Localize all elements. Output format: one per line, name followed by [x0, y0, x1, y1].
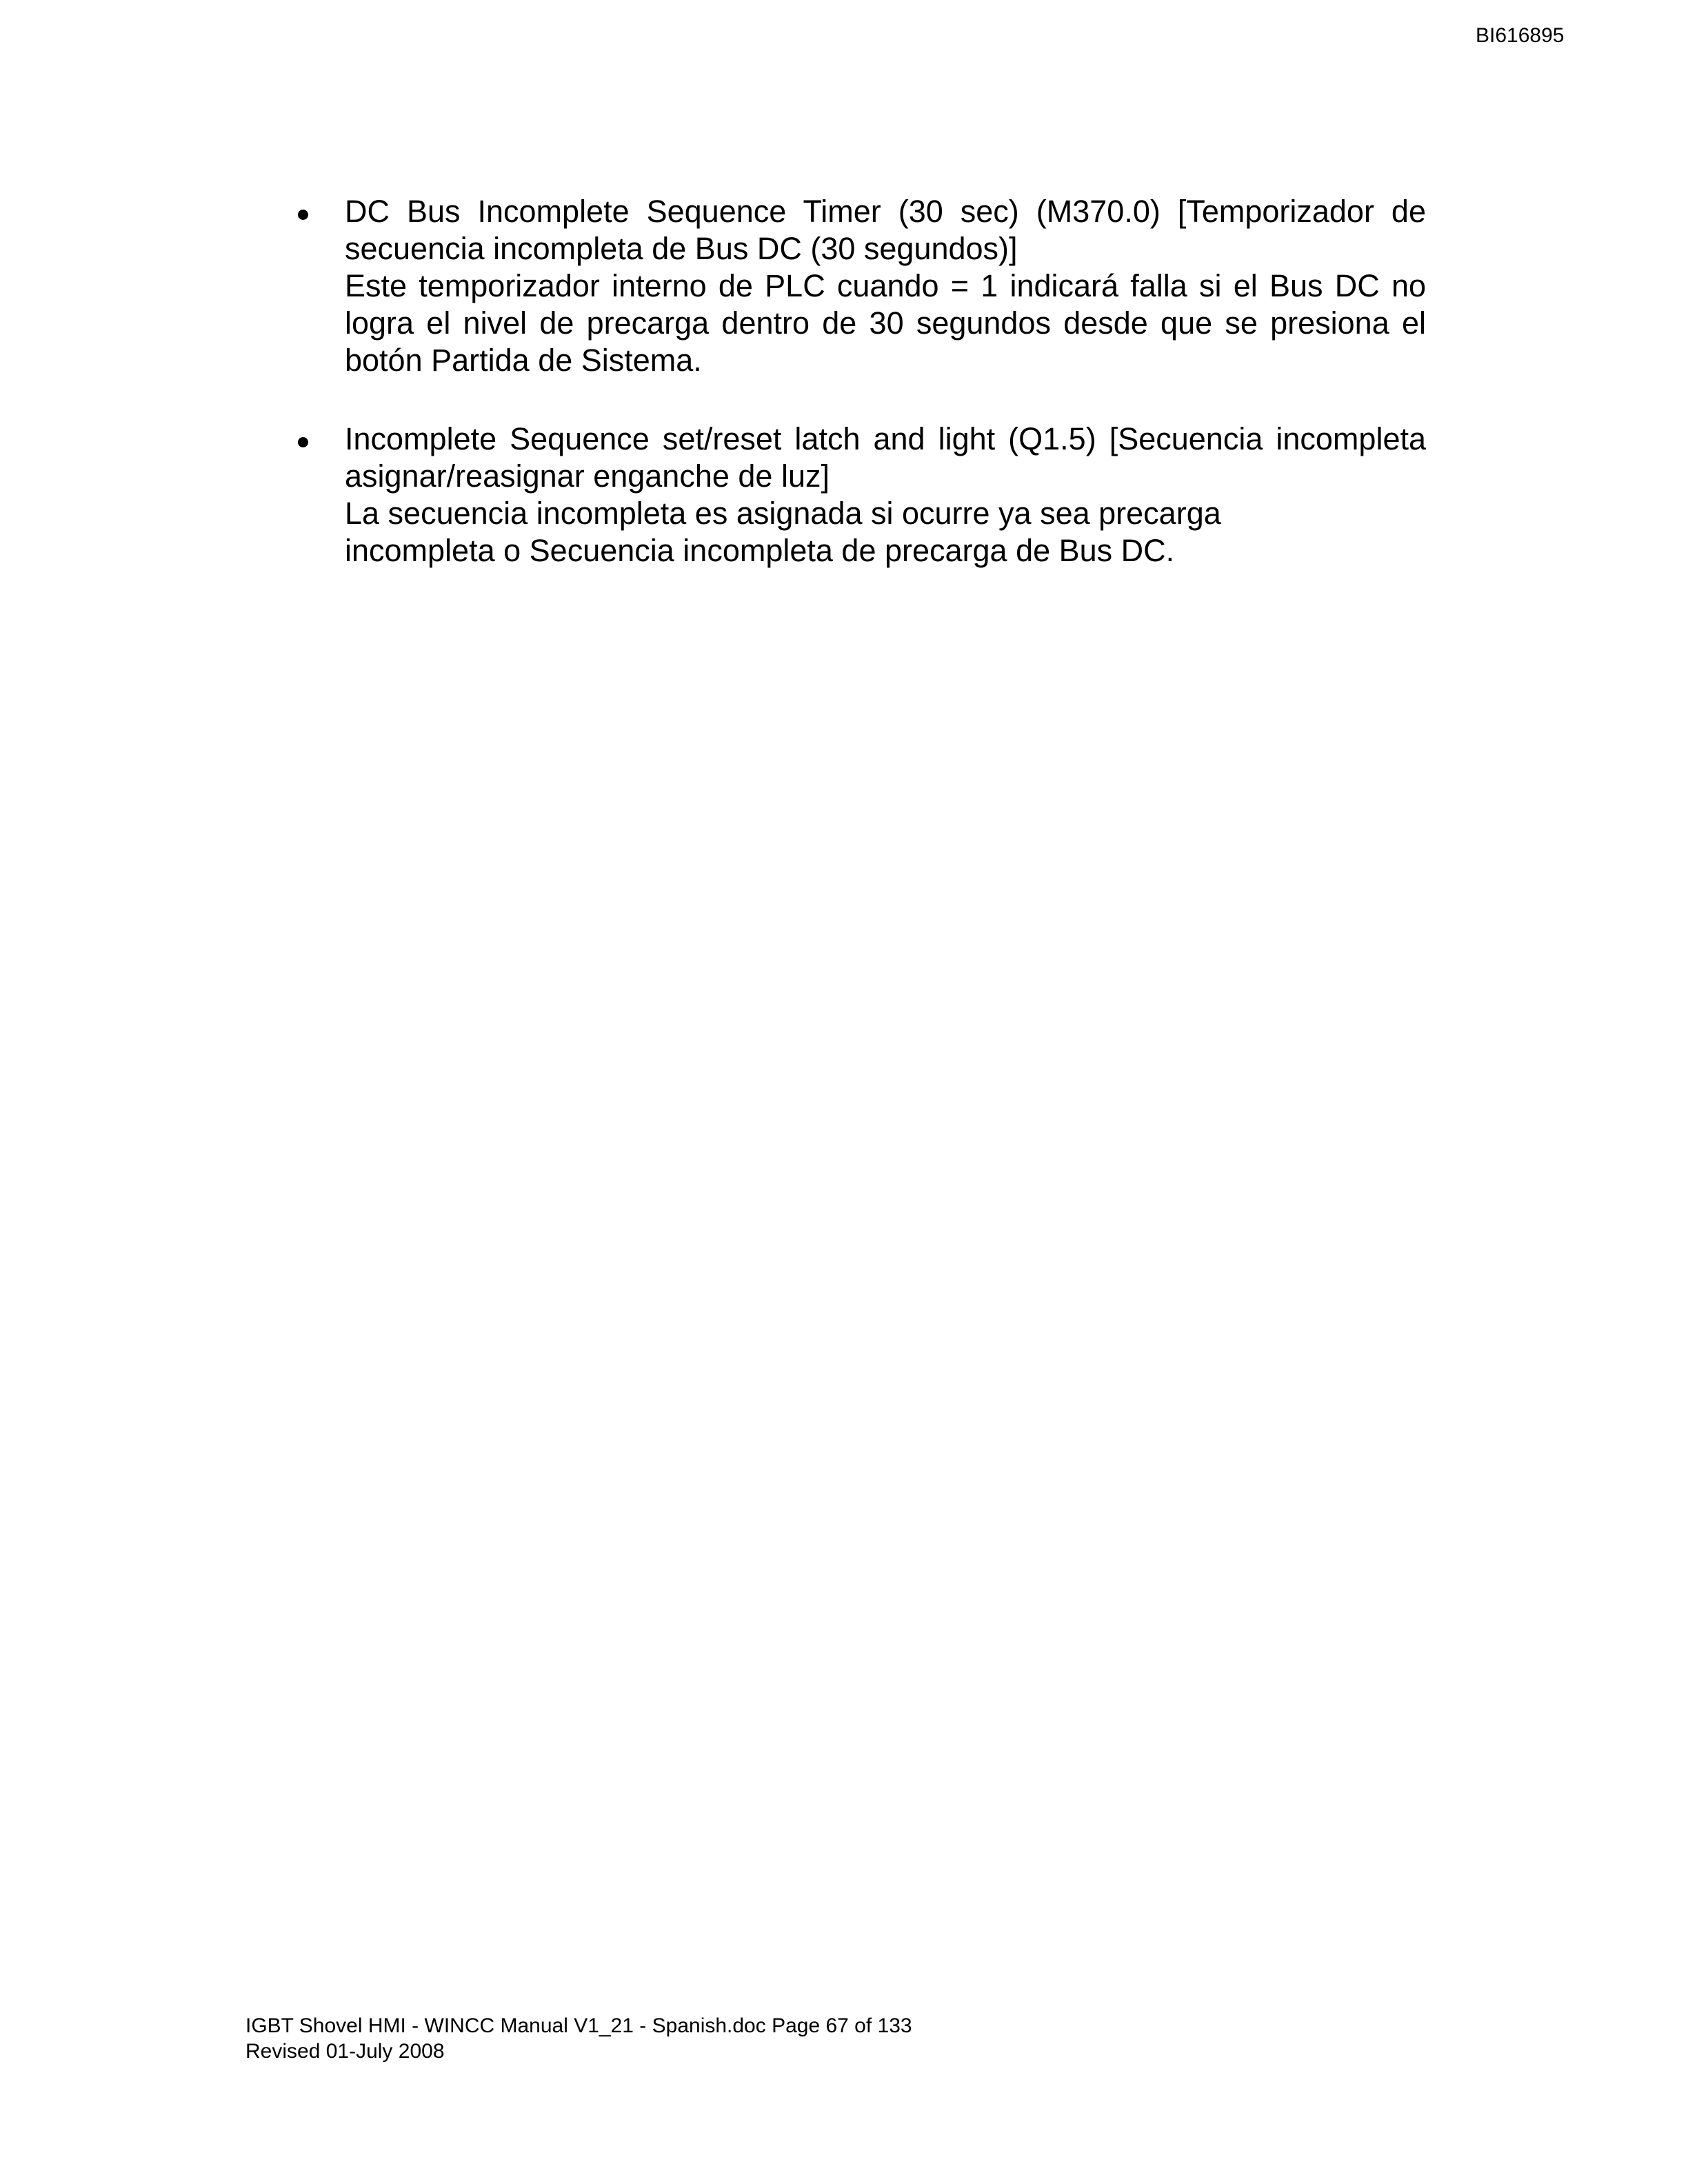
document-id: BI616895	[1476, 24, 1565, 47]
list-item	[294, 421, 1426, 569]
item-heading: DC Bus Incomplete Sequence Timer (30 sec) (M370.0) [Temporizador de secuencia incompleta de Bus DC (30 segundos)]	[345, 194, 1426, 266]
page-content	[294, 193, 1426, 611]
item-description-line: incompleta o Secuencia incompleta de precarga de Bus DC.	[345, 533, 1175, 568]
bullet-list	[294, 193, 1426, 569]
bullet-icon	[298, 437, 308, 447]
item-heading: Incomplete Sequence set/reset latch and light (Q1.5) [Secuencia incompleta asignar/reasignar enganche de luz]	[345, 421, 1426, 494]
item-description-line: La secuencia incompleta es asignada si ocurre ya sea precarga	[345, 496, 1221, 531]
list-item	[294, 193, 1426, 379]
footer-document-info: IGBT Shovel HMI - WINCC Manual V1_21 - Spanish.doc Page 67 of 133	[245, 2014, 912, 2037]
bullet-icon	[298, 210, 308, 220]
item-description: Este temporizador interno de PLC cuando = 1 indicará falla si el Bus DC no logra el nivel de precarga dentro de 30 segundos desde que se presiona el botón Partida de Sistema.	[345, 268, 1426, 378]
page-footer	[245, 2013, 912, 2064]
footer-revision-date: Revised 01-July 2008	[245, 2040, 445, 2063]
